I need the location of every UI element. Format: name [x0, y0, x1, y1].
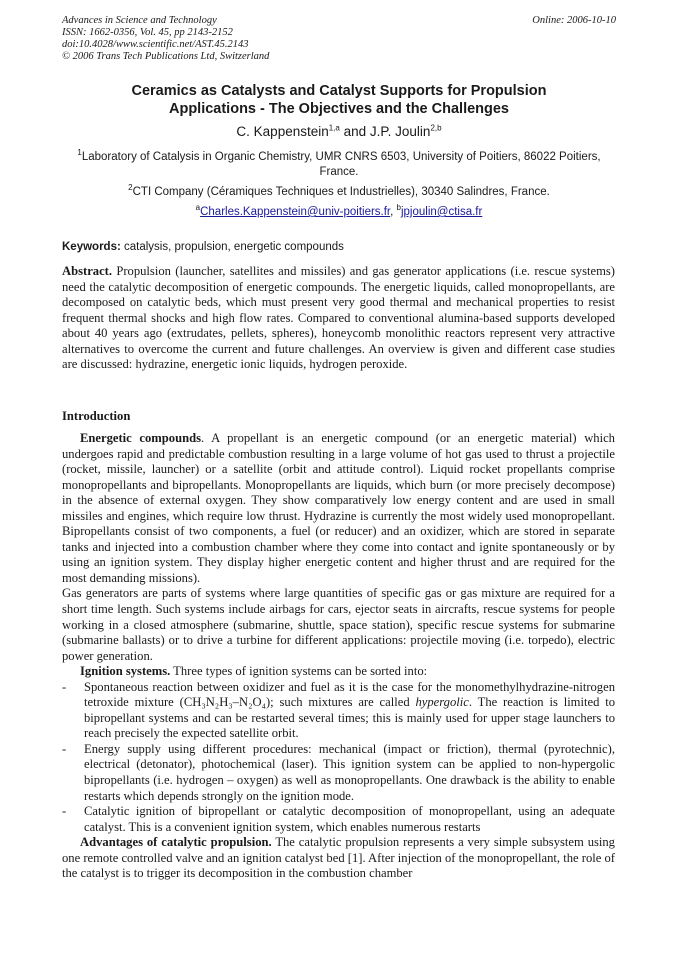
abstract-text: Propulsion (launcher, satellites and missiles) and gas generator applications (i.e. rescue systems) need the catalytic decomposition of energetic compounds. The energetic liquids, called monopropellants, are decomposed on catalytic beds, which must present very good thermal and mechanical properties to resist frequent thermal shocks and high flow rates. Compared to conventional alumina-based supports developed about 40 years ago (extrudates, pellets, spheres), honeycomb monolithic reactors represent very attractive alternatives to overcome the current and future challenges. An overview is given and different case studies are discussed: hydrazine, energetic ionic liquids, hydrogen peroxide.: [62, 264, 615, 372]
author-conjunction: and: [339, 124, 370, 139]
email-line: [62, 205, 616, 220]
list-item-text: Spontaneous reaction between oxidizer and fuel as it is the case for the monomethylhydrazine-nitrogen tetroxide mixture (: [84, 679, 615, 710]
title-line-2: Applications - The Objectives and the Challenges: [168, 101, 509, 117]
doi-line: doi:10.4028/www.scientific.net/AST.45.2143: [62, 39, 249, 50]
author-1: C. Kappenstein: [236, 124, 329, 139]
list-dash: -: [62, 741, 67, 756]
paper-title: [62, 82, 616, 118]
paragraph-lead: Ignition systems.: [80, 664, 171, 679]
email-link-b[interactable]: jpjoulin@ctisa.fr: [400, 206, 483, 218]
affiliation-1-text: Laboratory of Catalysis in Organic Chemistry, UMR CNRS 6503, University of Poitiers, 86022 Poitiers, France.: [81, 151, 601, 178]
keywords-label: Keywords:: [62, 241, 121, 253]
paragraph-text: The catalytic propulsion represents a very simple subsystem using one remote controlled valve and an ignition catalyst bed [1]. After injection of the monopropellant, the role of the catalyst is to trigger its decomposition in the combustion chamber: [62, 835, 615, 881]
list-item-text: . The reaction is limited to bipropellant systems and can be restarted several times; this is mainly used for upper stage launchers to reach precisely the expected satellite orbit.: [84, 695, 616, 741]
affiliation-1-sup: 1: [77, 148, 82, 158]
chemical-formula: CH₃N₂H₃–N₂O₄: [183, 695, 266, 710]
introduction-body: [62, 431, 615, 882]
paragraph-gas-generators: Gas generators are parts of systems where large quantities of specific gas or gas mixture are required for a short time length. Such systems include airbags for cars, ejector seats in aircrafts, rescue systems for people working in a closed atmosphere (submarine, shuttle, space station), specific rescue systems for submarine (submarine ballasts) or to drive a turbine for different applications: projectile moving (i.e. torpedo), electric power generation.: [62, 586, 615, 663]
issn-line: ISSN: 1662-0356, Vol. 45, pp 2143-2152: [62, 27, 233, 38]
email-separator: ,: [390, 206, 397, 218]
email-b-sup: b: [396, 203, 401, 213]
affiliation-2: [62, 185, 616, 200]
affiliation-1: [62, 150, 616, 180]
author-2-sup: 2,b: [430, 123, 442, 133]
journal-header: [62, 15, 269, 63]
affiliation-2-text: CTI Company (Céramiques Techniques et Industrielles), 30340 Salindres, France.: [132, 186, 550, 198]
author-2: J.P. Joulin: [369, 124, 431, 139]
email-link-a[interactable]: Charles.Kappenstein@univ-poitiers.fr: [200, 206, 391, 218]
copyright-line: © 2006 Trans Tech Publications Ltd, Switzerland: [62, 51, 270, 62]
online-date: Online: 2006-10-10: [532, 15, 616, 26]
list-dash: -: [62, 679, 67, 694]
list-item: [62, 804, 615, 835]
emphasis-term: hypergolic: [415, 695, 469, 710]
list-item: [62, 742, 615, 804]
keywords-text: catalysis, propulsion, energetic compounds: [120, 241, 344, 253]
abstract-label: Abstract.: [62, 264, 113, 278]
paragraph-energetic-compounds: [62, 431, 615, 586]
abstract: [62, 264, 615, 373]
paragraph-ignition-systems: [62, 664, 615, 680]
list-item-text: Energy supply using different procedures: mechanical (impact or friction), thermal (pyrotechnic), electrical (detonator), photochemical (laser). This ignition system can be applied to non-hypergolic bipropellants (i.e. hydrogen – oxygen) as well as monopropellants. One drawback is the ability to enable restarts which depends strongly on the ignition mode.: [84, 741, 615, 803]
paragraph-text: . A propellant is an energetic compound (or an energetic material) which undergoes rapid and predictable combustion resulting in a large volume of hot gas used to thrust a projectile (rocket, missile, launcher) or a satellite (orbit and attitude control). Liquid rocket propellants comprise monopropellants and bipropellants. Monopropellants are liquids, which burn (or more precisely decompose) in the absence of external oxygen. They show comparatively low energy content and are used in small missiles and engines, which require low thrust. Hydrazine is currently the most widely used monopropellant. Bipropellants consist of two components, a fuel (or reducer) and an oxidizer, which are stored in separate tanks and injected into a combustion chamber where they come into contact and ignite spontaneously or by using an ignition system. They display higher energetic content and higher thrust and are required for the most demanding missions).: [62, 431, 615, 585]
paragraph-lead: Advantages of catalytic propulsion.: [80, 835, 272, 850]
affiliation-2-sup: 2: [128, 183, 133, 193]
paragraph-advantages: [62, 835, 615, 882]
list-item-text: Catalytic ignition of bipropellant or catalytic decomposition of monopropellant, using an adequate catalyst. This is a convenient ignition system, which enables numerous restarts: [84, 804, 615, 834]
email-a-sup: a: [195, 203, 201, 213]
list-item: [62, 680, 615, 742]
author-list: [62, 124, 616, 139]
paragraph-lead: Energetic compounds: [80, 431, 201, 445]
author-1-sup: 1,a: [328, 123, 340, 133]
paragraph-text: Three types of ignition systems can be sorted into:: [170, 664, 428, 679]
list-dash: -: [62, 804, 67, 819]
section-heading-introduction: Introduction: [62, 409, 131, 423]
journal-name: Advances in Science and Technology: [62, 15, 217, 26]
list-item-text: ); such mixtures are called: [265, 695, 416, 710]
title-line-1: Ceramics as Catalysts and Catalyst Supports for Propulsion: [131, 83, 547, 99]
keywords: [62, 241, 344, 253]
